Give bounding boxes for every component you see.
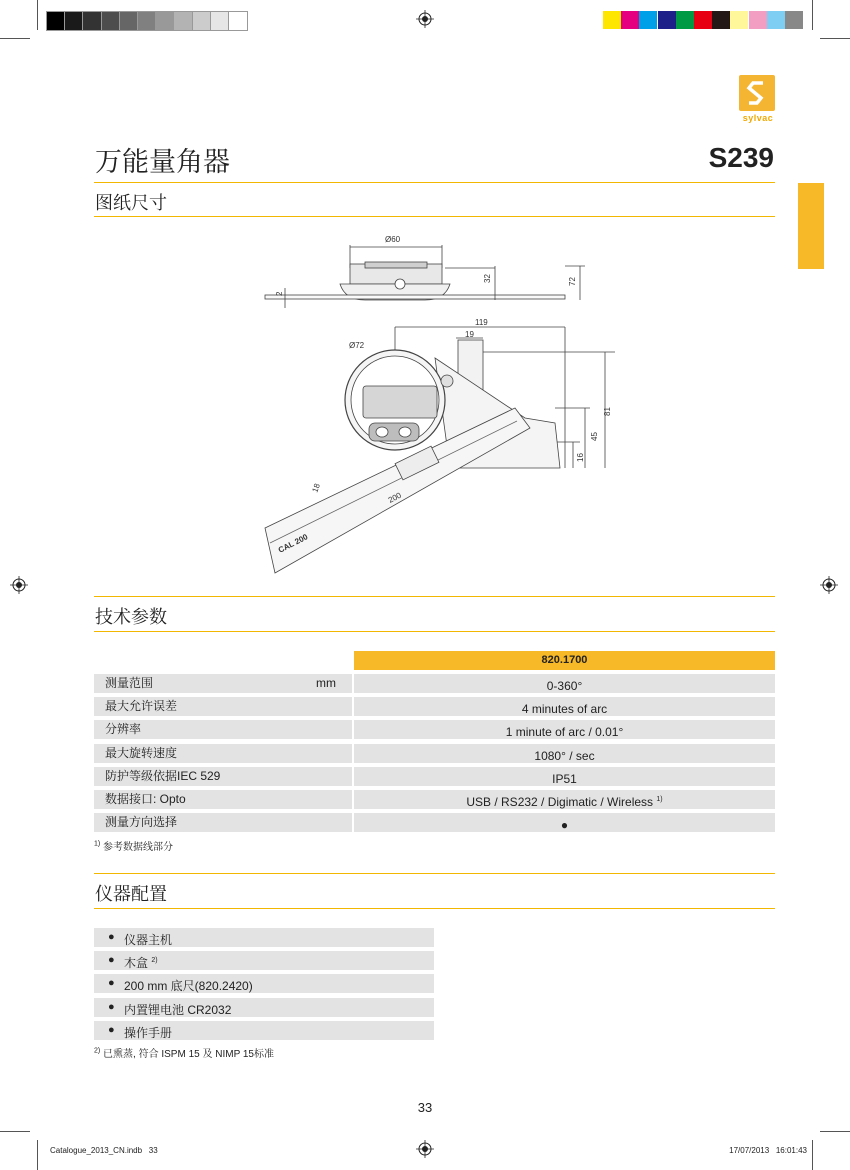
spec-label: 分辨率 <box>94 720 352 739</box>
dim-w19: 19 <box>465 330 474 339</box>
dim-d60: Ø60 <box>385 235 401 244</box>
dim-h81: 81 <box>603 407 612 416</box>
crop-mark <box>820 38 850 39</box>
dim-h32: 32 <box>483 274 492 283</box>
ruler-marking: CAL 200 <box>276 532 310 555</box>
gray-swatch <box>46 11 66 31</box>
bullet-icon: ● <box>108 977 115 990</box>
config-item-text: 木盒 $^{2)}$ <box>124 956 158 971</box>
registration-target-icon <box>416 1140 434 1158</box>
spec-column-header: 820.1700 <box>354 651 775 670</box>
spec-row <box>94 744 775 763</box>
dim-d72: Ø72 <box>349 341 365 350</box>
model-number: S239 <box>708 142 774 173</box>
dim-h2: 2 <box>275 291 284 296</box>
top-view <box>265 245 585 308</box>
page-title: 万能量角器 <box>95 147 230 178</box>
spec-value: IP51 <box>354 767 775 786</box>
dim-d18: 18 <box>310 482 322 494</box>
dim-h72: 72 <box>568 277 577 286</box>
gray-swatch <box>119 11 139 31</box>
crop-mark <box>37 1140 38 1170</box>
divider <box>94 908 775 909</box>
color-swatch <box>712 11 730 29</box>
color-swatch <box>621 11 639 29</box>
logo-wordmark: sylvac <box>742 113 774 123</box>
config-item <box>94 974 434 993</box>
sylvac-logo-icon <box>739 75 775 111</box>
config-item <box>94 951 434 970</box>
dim-h45: 45 <box>590 432 599 441</box>
gray-swatch <box>173 11 193 31</box>
config-item-text: 200 mm 底尺(820.2420) <box>124 979 253 994</box>
color-swatch <box>658 11 676 29</box>
config-item <box>94 1021 434 1040</box>
spec-label: 防护等级依据IEC 529 <box>94 767 352 786</box>
gray-swatch <box>210 11 230 31</box>
bullet-icon: ● <box>108 1000 115 1013</box>
config-footnote: $^{2)}$ 已熏蒸, 符合 ISPM 15 及 NIMP 15标准 <box>94 1047 274 1060</box>
gray-swatch <box>228 11 248 31</box>
gray-swatch <box>192 11 212 31</box>
color-swatch <box>603 11 621 29</box>
spec-unit: mm <box>316 676 336 690</box>
crop-mark <box>812 1140 813 1170</box>
config-item <box>94 928 434 947</box>
registration-target-icon <box>416 10 434 28</box>
spec-label: 最大旋转速度 <box>94 744 352 763</box>
spec-footnote: $^{1)}$ 参考数据线部分 <box>94 840 174 853</box>
divider <box>94 873 775 874</box>
gray-swatch <box>101 11 121 31</box>
spec-row <box>94 790 775 809</box>
dim-h16: 16 <box>576 453 585 462</box>
gray-swatch <box>82 11 102 31</box>
spec-value: ● <box>354 813 775 832</box>
color-swatch <box>767 11 785 29</box>
spec-value: USB / RS232 / Digimatic / Wireless $^{1)}$ <box>354 790 775 809</box>
color-swatch <box>639 11 657 29</box>
divider <box>94 631 775 632</box>
spec-row <box>94 720 775 739</box>
registration-target-icon <box>10 576 28 594</box>
spec-label: 最大允许误差 <box>94 697 352 716</box>
technical-drawing <box>255 228 625 578</box>
spec-row <box>94 674 775 693</box>
color-swatch <box>694 11 712 29</box>
bullet-icon: ● <box>108 1023 115 1036</box>
spec-label: 数据接口: Opto <box>94 790 352 809</box>
gray-swatch <box>64 11 84 31</box>
timestamp: 17/07/2013 16:01:43 <box>729 1146 807 1155</box>
config-item-text: 内置锂电池 CR2032 <box>124 1002 232 1017</box>
bullet-icon: ● <box>108 931 115 943</box>
spec-value: 0-360° <box>354 674 775 693</box>
gray-swatch <box>155 11 175 31</box>
crop-mark <box>0 1131 30 1132</box>
config-item-text: 操作手册 <box>124 1025 173 1040</box>
spec-label: 测量范围 <box>94 674 352 693</box>
divider <box>94 596 775 597</box>
divider <box>94 182 775 183</box>
registration-target-icon <box>820 576 838 594</box>
color-swatch <box>730 11 748 29</box>
crop-mark <box>0 38 30 39</box>
crop-mark <box>820 1131 850 1132</box>
spec-value: 1080° / sec <box>354 744 775 763</box>
spec-label: 测量方向选择 <box>94 813 352 832</box>
page-number: 33 <box>417 1100 433 1115</box>
crop-mark <box>812 0 813 30</box>
drawing-section-title: 图纸尺寸 <box>95 193 167 214</box>
config-item <box>94 998 434 1017</box>
config-item-text: 仪器主机 <box>124 933 173 947</box>
dim-l200: 200 <box>386 490 403 505</box>
dim-w119: 119 <box>475 318 488 327</box>
color-swatch <box>676 11 694 29</box>
front-view <box>265 327 615 573</box>
specs-section-title: 技术参数 <box>95 607 167 628</box>
file-name: Catalogue_2013_CN.indb 33 <box>50 1146 158 1155</box>
spec-row <box>94 813 775 832</box>
spec-row <box>94 697 775 716</box>
divider <box>94 216 775 217</box>
side-tab <box>798 183 824 269</box>
spec-row <box>94 767 775 786</box>
crop-mark <box>37 0 38 30</box>
color-swatch <box>785 11 803 29</box>
color-swatch <box>749 11 767 29</box>
gray-swatch <box>137 11 157 31</box>
config-section-title: 仪器配置 <box>95 884 167 905</box>
bullet-icon: ● <box>108 954 115 967</box>
spec-value: 4 minutes of arc <box>354 697 775 716</box>
spec-value: 1 minute of arc / 0.01° <box>354 720 775 739</box>
